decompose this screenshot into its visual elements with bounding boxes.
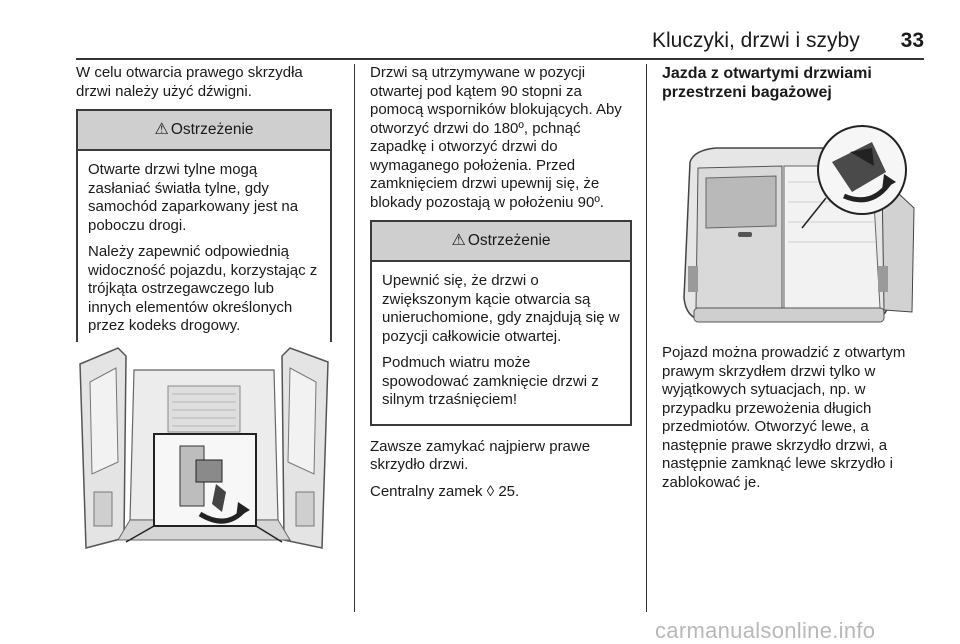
col2-intro: Drzwi są utrzymywane w pozycji otwartej pod kątem 90 stopni za pomocą wsporników blokujących. Aby otworzyć drzwi do 180º, pchnąć zapadkę i otworzyć drzwi do wymaganego położenia. Przed zamknięciem drzwi upewnij się, że blokady pozostają w położeniu 90º.	[370, 64, 622, 211]
warning-triangle-icon: ⚠	[154, 120, 169, 138]
column-divider-2	[646, 64, 647, 612]
warning-header-2	[372, 222, 630, 262]
warning-title-2: Ostrzeżenie	[467, 231, 551, 249]
running-header-title: Kluczyki, drzwi i szyby	[652, 29, 860, 52]
warning-triangle-icon: ⚠	[451, 231, 466, 249]
page-number: 33	[900, 29, 924, 52]
central-lock-reference	[370, 483, 632, 502]
column-3	[662, 64, 926, 110]
warning-box-2	[370, 220, 632, 426]
section-heading: Jazda z otwartymi drzwiami przestrzeni bagażowej	[662, 65, 872, 101]
warning-2-paragraph-2: Podmuch wiatru może spowodować zamknięcie drzwi z silnym trzaśnięciem!	[382, 354, 599, 408]
column-2	[370, 64, 632, 509]
column-1	[76, 64, 332, 352]
watermark-text: carmanualsonline.info	[655, 618, 876, 643]
figure-van-rear-interior	[76, 342, 332, 556]
header-rule	[76, 58, 924, 60]
page-reference-icon: ◊	[486, 482, 495, 500]
col1-intro: W celu otwarcia prawego skrzydła drzwi należy użyć dźwigni.	[76, 64, 303, 100]
warning-title-1: Ostrzeżenie	[170, 120, 254, 138]
warning-header-1	[78, 111, 330, 151]
central-lock-text: Centralny zamek	[370, 482, 483, 500]
warning-body-1	[78, 151, 330, 350]
warning-1-paragraph-2: Należy zapewnić odpowiednią widoczność pojazdu, korzystając z trójkąta ostrzegawczego lub innych elementów określonych przez kodeks drogowy.	[88, 243, 318, 334]
driving-open-door-paragraph: Pojazd można prowadzić z otwartym prawym skrzydłem drzwi tylko w wyjątkowych sytuacjach, np. w przypadku przewożenia długich przedmiotów. Otworzyć lewe, a następnie prawe skrzydło drzwi, a następnie zamknąć lewe skrzydło i zablokować je.	[662, 344, 906, 491]
column-divider-1	[354, 64, 355, 612]
warning-2-paragraph-1: Upewnić się, że drzwi o zwiększonym kącie otwarcia są unieruchomione, gdy znajdują się w pozycji całkowicie otwartej.	[382, 272, 620, 345]
central-lock-page[interactable]: 25.	[498, 482, 520, 500]
warning-1-paragraph-1: Otwarte drzwi tylne mogą zasłaniać światła tylne, gdy samochód zaparkowany jest na poboczu drogi.	[88, 161, 299, 234]
figure-van-right-door-open	[676, 122, 922, 328]
warning-body-2	[372, 262, 630, 424]
column-3-body	[662, 344, 930, 500]
close-order-paragraph: Zawsze zamykać najpierw prawe skrzydło drzwi.	[370, 437, 591, 473]
warning-box-1	[76, 109, 332, 352]
